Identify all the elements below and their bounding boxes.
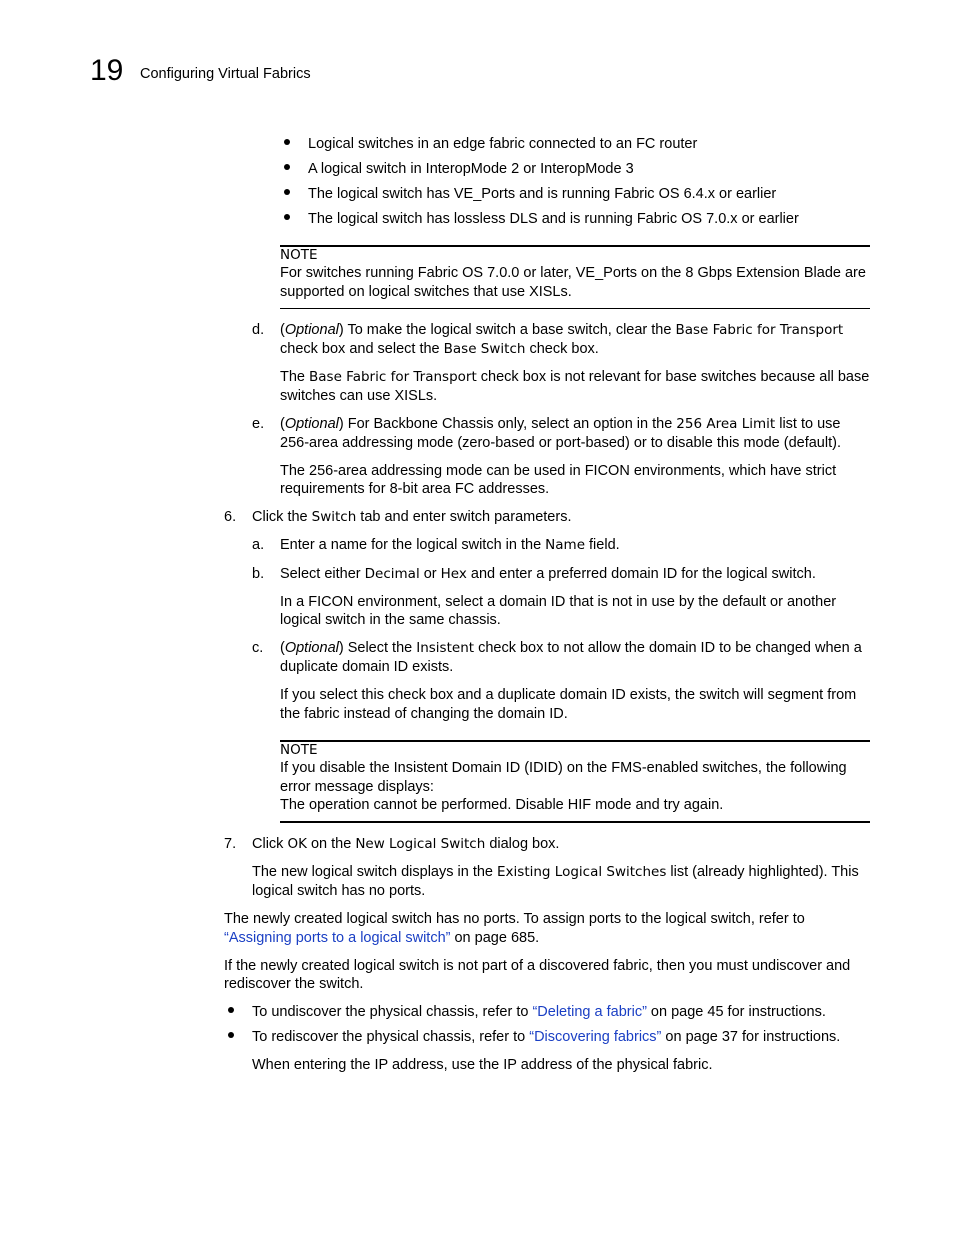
step-6c-line1: (Optional) Select the Insistent check box to not allow the domain ID to be changed when a <box>280 640 862 656</box>
step-letter: e. <box>252 416 265 432</box>
ui-term: Base Fabric for Transport <box>309 369 477 385</box>
step-letter: c. <box>252 640 264 656</box>
ui-term: Existing Logical Switches <box>497 864 667 880</box>
optional-label: Optional <box>284 416 339 432</box>
step-d-line2: check box and select the Base Switch check box. <box>280 341 599 357</box>
bullet-icon <box>228 1007 234 1013</box>
xref-link[interactable]: “Discovering fabrics” <box>529 1029 662 1045</box>
list-item: To undiscover the physical chassis, refer to “Deleting a fabric” on page 45 for instructions. <box>252 1004 826 1020</box>
note-bottom-rule <box>280 821 870 823</box>
step-7-para2-line1: The new logical switch displays in the Existing Logical Switches list (already highlighted). This <box>252 864 859 880</box>
note-text-line2: error message displays: <box>280 779 434 795</box>
step-d-line1: (Optional) To make the logical switch a base switch, clear the Base Fabric for Transport <box>280 322 844 338</box>
step-letter: b. <box>252 566 265 582</box>
note-text-line3: The operation cannot be performed. Disable HIF mode and try again. <box>280 797 724 813</box>
step-6-text: Click the Switch tab and enter switch parameters. <box>252 509 572 525</box>
para1-line1: The newly created logical switch has no ports. To assign ports to the logical switch, refer to <box>224 911 805 927</box>
step-6b-para2-line1: In a FICON environment, select a domain ID that is not in use by the default or another <box>280 594 837 610</box>
step-6b-text: Select either Decimal or Hex and enter a preferred domain ID for the logical switch. <box>280 566 816 582</box>
para1-line2: “Assigning ports to a logical switch” on page 685. <box>224 930 540 946</box>
ui-term: Base Fabric for Transport <box>675 322 844 338</box>
step-d-para2-line2: switches can use XISLs. <box>280 388 438 404</box>
ui-term: Base Switch <box>443 341 526 357</box>
step-6c-line2: duplicate domain ID exists. <box>280 659 454 675</box>
ui-term: Hex <box>440 566 467 582</box>
optional-label: Optional <box>284 322 339 338</box>
bullet-icon <box>284 189 290 195</box>
step-letter: a. <box>252 537 265 553</box>
step-7-para2-line2: logical switch has no ports. <box>252 883 426 899</box>
step-6c-para2-line1: If you select this check box and a duplicate domain ID exists, the switch will segment from <box>280 687 857 703</box>
final-paragraph: When entering the IP address, use the IP address of the physical fabric. <box>252 1057 713 1073</box>
ui-term: Name <box>545 537 585 553</box>
para2-line1: If the newly created logical switch is not part of a discovered fabric, then you must undiscover and <box>224 958 851 974</box>
note-text-line1: If you disable the Insistent Domain ID (IDID) on the FMS-enabled switches, the following <box>280 760 847 776</box>
chapter-title: Configuring Virtual Fabrics <box>140 66 311 82</box>
xref-link[interactable]: “Assigning ports to a logical switch” <box>224 930 451 946</box>
xref-link[interactable]: “Deleting a fabric” <box>532 1004 647 1020</box>
bullet-icon <box>228 1032 234 1038</box>
ui-term: Switch <box>311 509 357 525</box>
step-6a-text: Enter a name for the logical switch in the Name field. <box>280 537 620 553</box>
step-number: 7. <box>224 836 237 852</box>
note-label: NOTE <box>280 247 318 263</box>
note-top-rule <box>280 245 870 247</box>
step-6c-para2-line2: the fabric instead of changing the domain ID. <box>280 706 568 722</box>
bullet-icon <box>284 139 290 145</box>
para2-line2: rediscover the switch. <box>224 976 364 992</box>
step-6b-para2-line2: logical switch in the same chassis. <box>280 612 501 628</box>
step-number: 6. <box>224 509 237 525</box>
step-7-text: Click OK on the New Logical Switch dialog box. <box>252 836 560 852</box>
step-e-para2-line1: The 256-area addressing mode can be used in FICON environments, which have strict <box>280 463 837 479</box>
step-e-line1: (Optional) For Backbone Chassis only, select an option in the 256 Area Limit list to use <box>280 416 841 432</box>
bullet-icon <box>284 214 290 220</box>
list-item: The logical switch has VE_Ports and is running Fabric OS 6.4.x or earlier <box>308 186 777 202</box>
chapter-number: 19 <box>90 54 124 87</box>
note-bottom-rule <box>280 308 870 309</box>
list-item: A logical switch in InteropMode 2 or InteropMode 3 <box>308 161 634 177</box>
ui-term: Insistent <box>416 640 475 656</box>
step-e-para2-line2: requirements for 8-bit area FC addresses. <box>280 481 550 497</box>
list-item: Logical switches in an edge fabric connected to an FC router <box>308 136 698 152</box>
ui-term: 256 Area Limit <box>676 416 776 432</box>
ui-term: OK <box>287 836 307 852</box>
bullet-icon <box>284 164 290 170</box>
step-e-line2: 256-area addressing mode (zero-based or port-based) or to disable this mode (default). <box>280 435 841 451</box>
step-d-para2-line1: The Base Fabric for Transport check box is not relevant for base switches because all base <box>280 369 870 385</box>
note-text: For switches running Fabric OS 7.0.0 or later, VE_Ports on the 8 Gbps Extension Blade are supported on logical switches that use XISLs. <box>280 265 866 300</box>
list-item: To rediscover the physical chassis, refer to “Discovering fabrics” on page 37 for instructions. <box>252 1029 841 1045</box>
ui-term: Decimal <box>364 566 420 582</box>
note-label: NOTE <box>280 742 318 758</box>
note-top-rule <box>280 740 870 742</box>
step-letter: d. <box>252 322 265 338</box>
list-item: The logical switch has lossless DLS and is running Fabric OS 7.0.x or earlier <box>308 211 799 227</box>
optional-label: Optional <box>284 640 339 656</box>
ui-term: New Logical Switch <box>355 836 486 852</box>
